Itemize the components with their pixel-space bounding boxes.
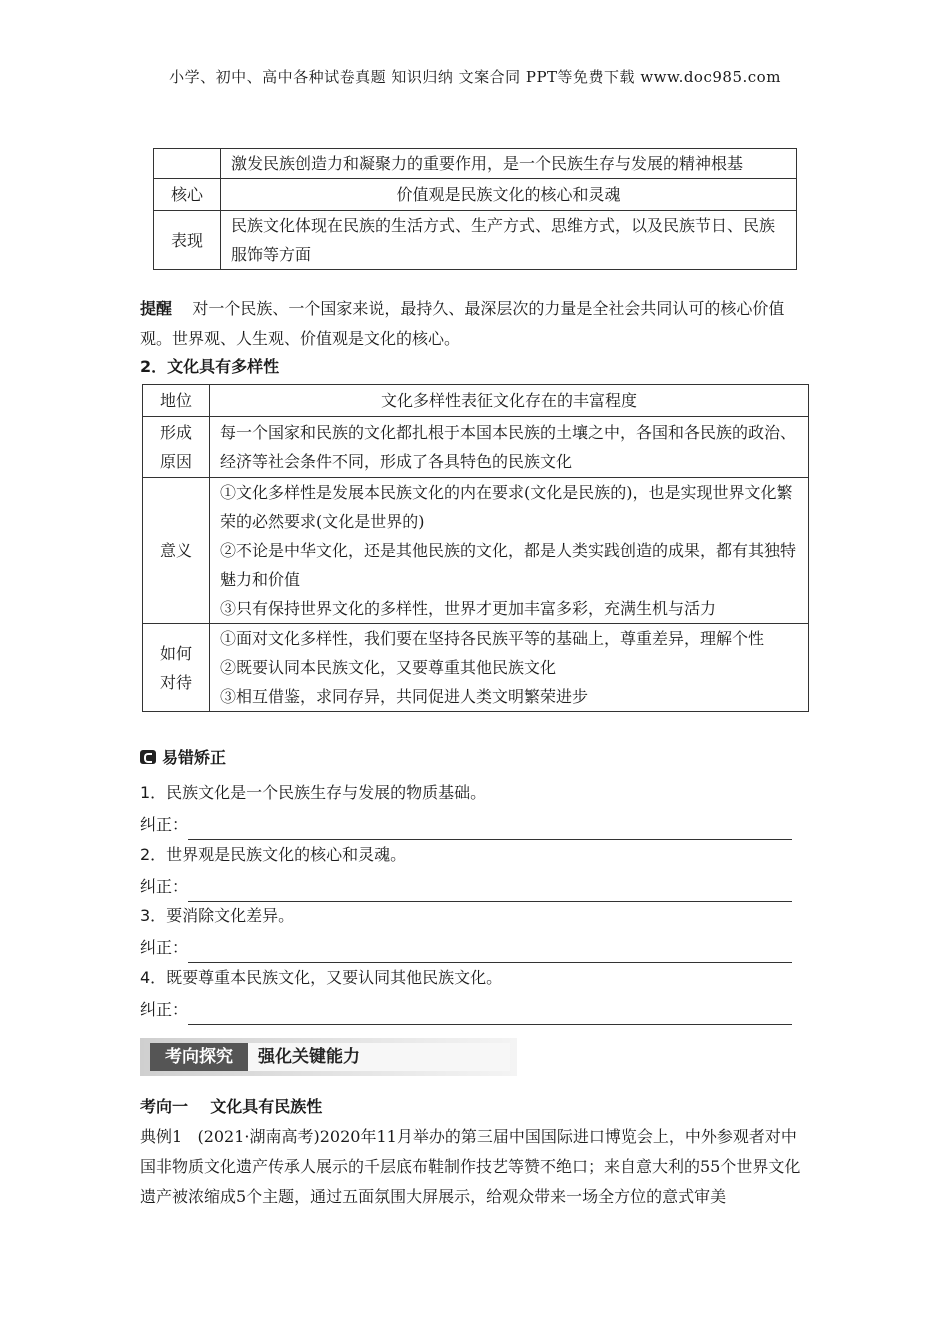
list-item: ①面对文化多样性，我们要在坚持各民族平等的基础上，尊重差异，理解个性 — [220, 629, 765, 648]
correction-label: 纠正： — [140, 1000, 189, 1019]
table-row — [143, 385, 809, 417]
errors-heading — [140, 743, 812, 773]
table-row — [154, 179, 797, 211]
banner-light-label: 强化关键能力 — [248, 1043, 510, 1071]
error-item: 2．世界观是民族文化的核心和灵魂。 — [140, 845, 407, 864]
error-item: 3．要消除文化差异。 — [140, 906, 295, 925]
correction-row — [140, 810, 812, 840]
error-item: 4．既要尊重本民族文化，又要认同其他民族文化。 — [140, 968, 503, 987]
row-label — [143, 417, 210, 478]
row-label — [143, 624, 210, 712]
table-row — [143, 624, 809, 712]
correction-row — [140, 872, 812, 902]
row-label-text: 如何对待 — [160, 643, 193, 692]
example-text: (2021·湖南高考)2020年11月举办的第三届中国国际进口博览会上，中外参观者对中国非物质文化遗产传承人展示的千层底布鞋制作技艺等赞不绝口；来自意大利的55个世界文化遗产被浓缩成5个主题，通过五面氛围大屏展示，给观众带来一场全方位的意式审美 — [140, 1127, 801, 1206]
row-list — [210, 624, 809, 712]
row-text: 价值观是民族文化的核心和灵魂 — [221, 179, 797, 211]
correction-input-line[interactable] — [188, 940, 792, 963]
correction-input-line[interactable] — [188, 817, 792, 840]
list-item: ②不论是中华文化，还是其他民族的文化，都是人类实践创造的成果，都有其独特魅力和价值 — [220, 541, 797, 589]
table-row — [143, 417, 809, 478]
table-row — [154, 211, 797, 270]
banner-dark-label: 考向探究 — [150, 1043, 248, 1071]
list-item: ③相互借鉴，求同存异，共同促进人类文明繁荣进步 — [220, 687, 589, 706]
section-banner — [140, 1038, 517, 1076]
row-label: 意义 — [143, 478, 210, 624]
row-label — [154, 149, 221, 179]
row-text: 激发民族创造力和凝聚力的重要作用，是一个民族生存与发展的精神根基 — [221, 149, 797, 179]
row-text: 每一个国家和民族的文化都扎根于本国本民族的土壤之中，各国和各民族的政治、经济等社会条件不同，形成了各具特色的民族文化 — [210, 417, 809, 478]
correction-input-line[interactable] — [188, 879, 792, 902]
list-item: ②既要认同本民族文化，又要尊重其他民族文化 — [220, 658, 557, 677]
table-row — [143, 478, 809, 624]
culture-nation-table — [153, 148, 797, 270]
correction-label: 纠正： — [140, 815, 189, 834]
correction-row — [140, 933, 812, 963]
correction-icon — [140, 750, 156, 764]
culture-diversity-table — [142, 384, 809, 712]
correction-label: 纠正： — [140, 938, 189, 957]
reminder-text: 对一个民族、一个国家来说，最持久、最深层次的力量是全社会共同认可的核心价值观。世界观、人生观、价值观是文化的核心。 — [140, 299, 785, 348]
example-paragraph — [140, 1122, 812, 1212]
reminder-label: 提醒 — [140, 299, 173, 318]
row-label-text: 形成原因 — [160, 423, 193, 471]
row-label: 表现 — [154, 211, 221, 270]
topic-heading — [140, 1092, 812, 1122]
row-label: 地位 — [143, 385, 210, 417]
topic-label: 考向一 — [140, 1097, 189, 1116]
row-label: 核心 — [154, 179, 221, 211]
correction-input-line[interactable] — [188, 1002, 792, 1025]
errors-title: 易错矫正 — [162, 748, 227, 767]
table-row — [154, 149, 797, 179]
correction-row — [140, 995, 812, 1025]
correction-label: 纠正： — [140, 877, 189, 896]
row-list — [210, 478, 809, 624]
reminder-paragraph — [140, 294, 812, 354]
topic-title: 文化具有民族性 — [210, 1097, 323, 1116]
section-title: 2．文化具有多样性 — [140, 357, 280, 376]
list-item: ①文化多样性是发展本民族文化的内在要求(文化是民族的)，也是实现世界文化繁荣的必然要求(文化是世界的) — [220, 483, 793, 531]
example-label: 典例1 — [140, 1127, 183, 1146]
row-text: 文化多样性表征文化存在的丰富程度 — [210, 385, 809, 417]
error-item: 1．民族文化是一个民族生存与发展的物质基础。 — [140, 783, 487, 802]
row-text: 民族文化体现在民族的生活方式、生产方式、思维方式，以及民族节日、民族服饰等方面 — [221, 211, 797, 270]
page-header: 小学、初中、高中各种试卷真题 知识归纳 文案合同 PPT等免费下载 www.doc985.com — [169, 68, 781, 86]
list-item: ③只有保持世界文化的多样性，世界才更加丰富多彩，充满生机与活力 — [220, 599, 717, 618]
